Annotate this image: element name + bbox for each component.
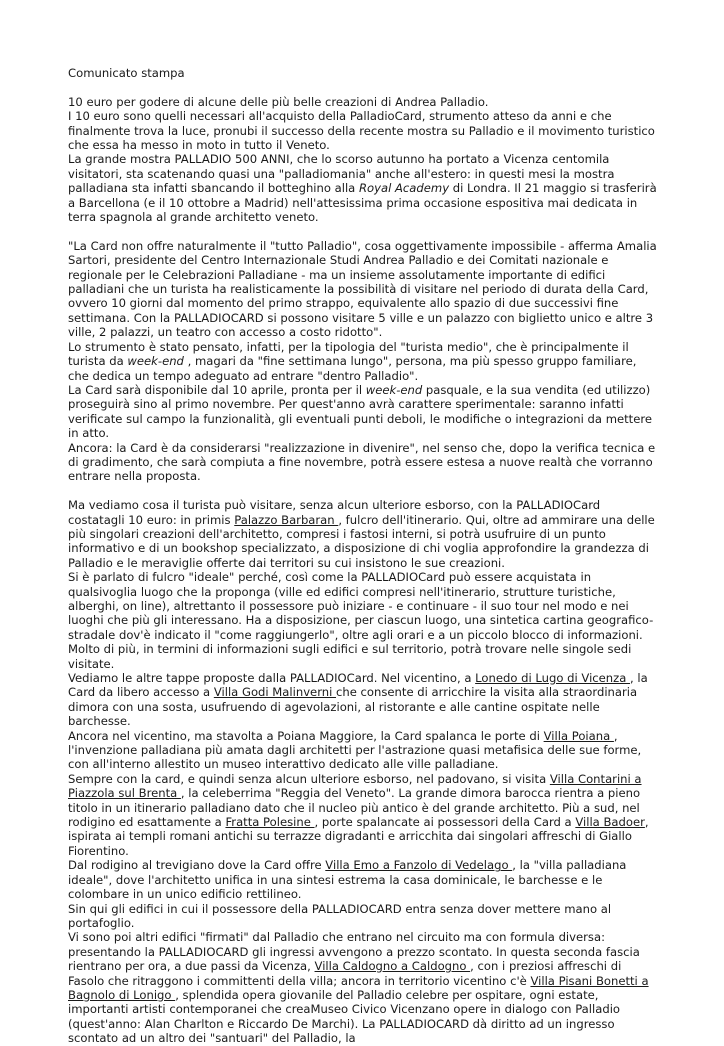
tour-lonedo-paragraph [68, 671, 658, 729]
text-run: pasquale, e la sua vendita (ed utilizzo) proseguirà sino al primo novembre. Per quest'anno avrà carattere sperimentale: saranno infatti verificate sul campo la funzionalità, gli eventuali punti deboli, le modifiche o integrazioni da mettere in atto. [68, 382, 652, 441]
text-run: , magari da "fine settimana lungo", persona, ma più spesso gruppo familiare, che dedica un tempo adeguato ad entrare "dentro Palladio". [68, 354, 637, 383]
text-run: La grande mostra PALLADIO 500 ANNI, che lo scorso autunno ha portato a Vicenza centomila visitatori, sta scatenando quasi una "palladiomania" anche all'estero: in questi mesi la mostra palladiana sta infatti sbancando il botteghino alla [68, 152, 615, 196]
card-target-paragraph [68, 340, 658, 383]
text-run: di Londra. Il 21 maggio si trasferirà a Barcellona (e il 10 ottobre a Madrid) nell'attesissima prima occasione espositiva mai dedicata in terra spagnola al grande architetto veneto. [68, 181, 657, 225]
text-run: , la celeberrima "Reggia del Veneto". La grande dimora barocca rientra a pieno titolo in un itinerario palladiano dato che il nucleo più antico è del grande architetto. Più a sud, nel rodigino ed esattamente a [68, 786, 641, 830]
villa-godi-malinverni-link[interactable]: Villa Godi Malinverni [213, 685, 337, 700]
intro-exhibition-paragraph [68, 152, 658, 224]
villa-caldogno-link[interactable]: Villa Caldogno a Caldogno [314, 959, 471, 974]
tour-poiana-paragraph [68, 729, 658, 772]
paragraph-gap [68, 224, 658, 238]
card-quote-paragraph: "La Card non offre naturalmente il "tutto Palladio", cosa oggettivamente impossibile - afferma Amalia Sartori, presidente del Centro Internazionale Studi Andrea Palladio e dei Comitati nazionale e regionale per le Celebrazioni Palladiane - ma un insieme assolutamente importante di edifici palladiani che un turista ha realisticamente la possibilità di visitare nel periodo di durata della Card, ovvero 10 giorni dal momento del primo strappo, equivalente allo spazio di due successivi fine settimana. Con la PALLADIOCARD si possono visitare 5 ville e un palazzo con biglietto unico e altre 3 ville, 2 palazzi, un teatro con accesso a costo ridotto". [68, 238, 657, 340]
text-run: Vi sono poi altri edifici "firmati" dal Palladio che entrano nel circuito ma con formula diversa: presentando la PALLADIOCARD gli ingressi avvengono a prezzo scontato. In questa seconda fascia rientrano per ora, a due passi da Vicenza, [68, 930, 640, 974]
fratta-polesine-link[interactable]: Fratta Polesine [225, 815, 315, 830]
text-run: , la "villa palladiana ideale", dove l'architetto unifica in una sintesi estrema la casa dominicale, le barchesse e le colombare in un unico edificio rettilineo. [68, 858, 627, 902]
text-run: Lo strumento è stato pensato, infatti, per la tipologia del "turista medio", che è principalmente il turista da [68, 339, 629, 369]
tour-trevigiano-paragraph [68, 858, 658, 901]
villa-badoer-link[interactable]: Villa Badoer [575, 815, 645, 830]
villa-pisani-bonetti-link[interactable]: Villa Pisani Bonetti a Bagnolo di Lonigo [68, 973, 649, 1002]
text-run: Dal rodigino al trevigiano dove la Card offre [68, 858, 326, 873]
text-run: Vediamo le altre tappe proposte dalla PALLADIOCard. Nel vicentino, a [68, 671, 476, 686]
text-run: , fulcro dell'itinerario. Qui, oltre ad ammirare una delle più singolari creazioni dell'architetto, compresi i fastosi interni, si potrà usufruire di un punto informativo e di un bookshop specializzato, a disposizione di chi voglia approfondire la grandezza di Palladio e le meraviglie offerte dai territori su cui insistono le sue creazioni. [68, 512, 655, 570]
tour-intro-paragraph [68, 498, 658, 570]
text-run: Ma vediamo cosa il turista può visitare, senza alcun ulteriore esborso, con la PALLADIOCard costatagli 10 euro: in primis [68, 498, 601, 527]
card-future-paragraph: Ancora: la Card è da considerarsi "realizzazione in divenire", nel senso che, dopo la verifica tecnica e di gradimento, che sarà compiuta a fine novembre, potrà essere estesa a nuove realtà che vorranno entrare nella proposta. [68, 440, 656, 484]
press-release-document [68, 66, 658, 1046]
week-end-emphasis: week-end [127, 354, 184, 369]
tour-summary-paragraph: Sin qui gli edifici in cui il possessore della PALLADIOCARD entra senza dover mettere mano al portafoglio. [68, 901, 612, 930]
villa-poiana-link[interactable]: Villa Poiana [543, 728, 614, 743]
text-run: che consente di arricchire la visita alla straordinaria dimora con una sosta, usufruendo di agevolazioni, al ristorante e alle cantine ospitate nelle barchesse. [68, 685, 638, 729]
text-run: Sempre con la card, e quindi senza alcun ulteriore esborso, nel padovano, si visita [68, 771, 550, 786]
text-run: , porte spalancate ai possessori della Card a [314, 815, 576, 830]
tour-fulcro-paragraph: Si è parlato di fulcro "ideale" perché, così come la PALLADIOCard può essere acquistata in qualsivoglia luogo che la proponga (ville ed edifici compresi nell'itinerario, strutture turistiche, alberghi, on line), altrettanto il possessore può iniziare - e continuare - il suo tour nel modo e nei luoghi che più gli interessano. Ha a disposizione, per ciascun luogo, una sintetica cartina geografico-stradale dov'è indicato il "come raggiungerlo", oltre agli orari e a un piccolo blocco di informazioni. Molto di più, in termini di informazioni sugli edifici e sul territorio, potrà trovare nelle singole sedi visitate. [68, 570, 654, 671]
villa-contarini-link[interactable]: Villa Contarini a Piazzola sul Brenta [68, 771, 642, 801]
intro-line-1: 10 euro per godere di alcune delle più belle creazioni di Andrea Palladio. [68, 94, 489, 109]
villa-emo-link[interactable]: Villa Emo a Fanzolo di Vedelago [325, 858, 513, 873]
text-run: , con i preziosi affreschi di Fasolo che ritraggono i committenti della villa; ancora in territorio vicentino c'è [68, 959, 622, 988]
document-heading: Comunicato stampa [68, 66, 185, 80]
text-run: , l'invenzione palladiana più amata dagli architetti per l'astrazione quasi metafisica delle sue forme, con all'interno allestito un museo interattivo dedicato alle ville palladiane. [68, 728, 642, 772]
paragraph-gap [68, 484, 658, 498]
text-run: , ispirata ai templi romani antichi su terrazze digradanti e arricchita dai singolari affreschi di Giallo Fiorentino. [68, 815, 649, 858]
text-run: , la Card da libero accesso a [68, 671, 648, 700]
palazzo-barbaran-link[interactable]: Palazzo Barbaran [234, 512, 339, 527]
text-run: Ancora nel vicentino, ma stavolta a Poiana Maggiore, la Card spalanca le porte di [68, 728, 544, 743]
card-availability-paragraph [68, 383, 658, 441]
text-run: La Card sarà disponibile dal 10 aprile, pronta per il [68, 382, 366, 397]
tour-padovano-paragraph [68, 772, 658, 858]
text-run: , splendida opera giovanile del Palladio celebre per ospitare, ogni estate, importanti artisti contemporanei che creaMuseo Civico Vicenzano opere in dialogo con Palladio (quest'anno: Alan Charlton e Riccardo De Marchi). La PALLADIOCARD dà diritto ad un ingresso scontato ad un altro dei "santuari" del Palladio, la [68, 987, 621, 1046]
tour-discount-paragraph [68, 930, 658, 1045]
lonedo-link[interactable]: Lonedo di Lugo di Vicenza [475, 671, 631, 686]
week-end-emphasis: week-end [365, 382, 423, 397]
intro-line-2: I 10 euro sono quelli necessari all'acquisto della PalladioCard, strumento atteso da anni e che finalmente trova la luce, pronubi il successo della recente mostra su Palladio e il movimento turistico che essa ha messo in moto in tutto il Veneto. [68, 109, 655, 153]
royal-academy-emphasis: Royal Academy [358, 181, 450, 196]
